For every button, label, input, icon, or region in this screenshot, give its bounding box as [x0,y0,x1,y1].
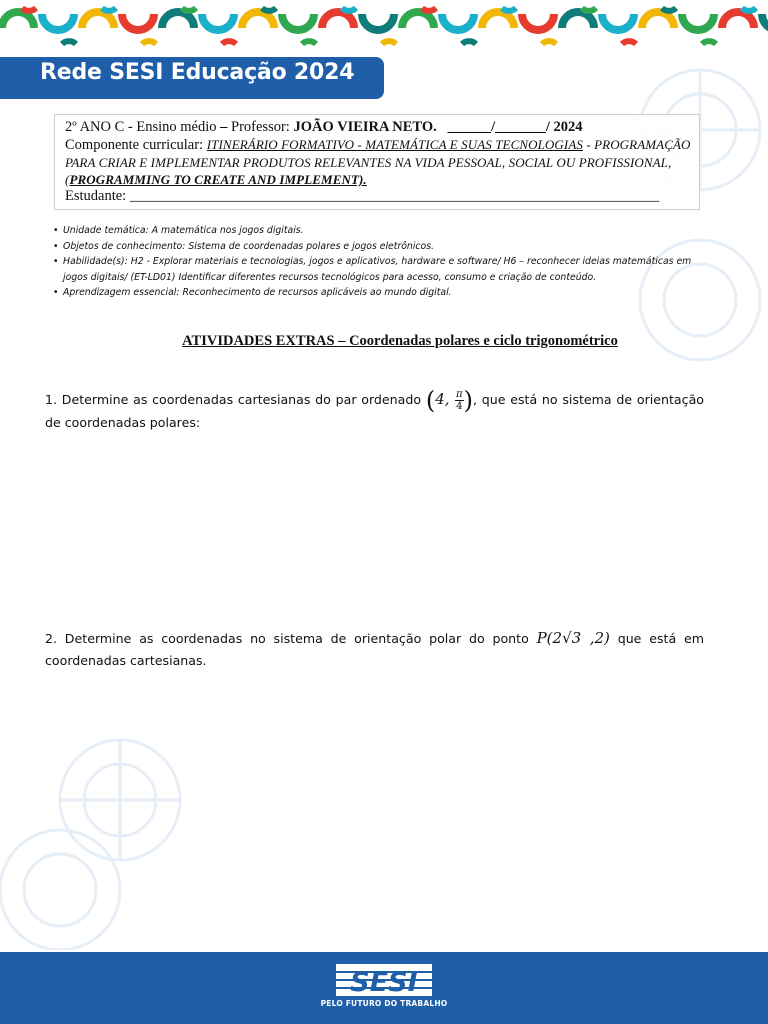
decorative-arc [482,12,514,28]
sesi-logo [336,964,432,996]
header-line-2 [65,136,689,154]
professor-name: JOÃO VIEIRA NETO. [293,119,437,135]
decorative-arc [122,14,154,30]
decorative-arc [422,8,436,11]
decorative-arc [42,14,74,30]
decorative-arc [62,41,76,44]
q1-fraction-denominator: 4 [456,401,463,412]
q1-paren-close: ) [463,386,473,415]
decorative-arc [722,12,754,28]
dash: – [216,119,232,135]
activity-heading [0,333,768,350]
header-line-4 [65,171,689,188]
decorative-arc [182,8,196,11]
component-name: ITINERÁRIO FORMATIVO - MATEMÁTICA E SUAS TECNOLOGIAS [206,137,583,152]
grade-text: 2º ANO C - Ensino médio [65,119,217,135]
decorative-arc [202,14,234,30]
activity-title: ATIVIDADES EXTRAS – Coordenadas polares e ciclo trigonométrico [182,333,618,349]
date-blank: ______/_______/ 2024 [447,119,583,135]
decorative-header-pattern [0,0,768,50]
q2-text-before: 2. Determine as coordenadas no sistema de orientação polar do ponto [45,631,537,646]
q1-math-a: 4, [435,390,456,408]
decorative-arc [622,41,636,44]
component-rest: - PROGRAMAÇÃO [582,137,691,152]
banner-title: Rede SESI Educação 2024 [40,60,355,85]
objective-item: • Unidade temática: A matemática nos jogos digitais. [52,223,712,239]
decorative-arc [762,14,768,30]
decorative-arc [462,41,476,44]
decorative-arc [582,8,596,11]
decorative-arc [322,12,354,28]
decorative-arc [382,41,396,44]
header-info-box [54,114,700,210]
header-line-3: PARA CRIAR E IMPLEMENTAR PRODUTOS RELEVANTES NA VIDA PESSOAL, SOCIAL OU PROFISSIONAL, [65,155,672,170]
decorative-arc [162,12,194,28]
q1-paren-open: ( [425,386,436,415]
decorative-arc [342,8,356,11]
student-blank: _________________________________________________________________________ [129,188,660,204]
q1-fraction-numerator: π [456,389,463,400]
decorative-arc [642,12,674,28]
question-2 [45,627,704,672]
decorative-arc [682,14,714,30]
decorative-arc [362,14,394,30]
student-line [65,188,689,205]
decorative-arc [282,14,314,30]
decorative-arc [222,41,236,44]
decorative-arc [602,14,634,30]
professor-label: Professor: [231,119,294,135]
sesi-logo-text: SESI [350,967,418,996]
decorative-arc [522,14,554,30]
q1-text-before: 1. Determine as coordenadas cartesianas do par ordenado [45,392,426,407]
title-banner [0,57,384,99]
paren-open: ( [65,172,70,187]
decorative-arc [82,12,114,28]
decorative-arc [302,41,316,44]
decorative-arc [242,12,274,28]
decorative-arc [542,41,556,44]
objective-item: • Aprendizagem essencial: Reconhecimento de recursos aplicáveis ao mundo digital. [52,285,712,301]
question-1 [45,388,704,434]
decorative-arc [2,12,34,28]
footer-tagline: PELO FUTURO DO TRABALHO [320,999,448,1008]
footer-bar [0,952,768,1024]
decorative-arc [142,41,156,44]
q2-text-after: que está em coordenadas cartesianas. [45,631,704,668]
component-english: PROGRAMMING TO CREATE AND IMPLEMENT). [69,172,367,187]
q1-fraction [455,389,464,412]
decorative-arc [562,12,594,28]
decorative-arc [262,8,276,11]
header-line-1 [65,119,689,136]
decorative-arc [102,8,116,11]
decorative-arc [702,41,716,44]
objectives-list [52,223,712,301]
student-label: Estudante: [65,188,130,204]
decorative-arc [742,8,756,11]
q2-math: P(2√3 ,2) [536,629,610,647]
decorative-arc [402,12,434,28]
decorative-arc [502,8,516,11]
component-label: Componente curricular: [65,137,207,153]
objective-item: • Objetos de conhecimento: Sistema de coordenadas polares e jogos eletrônicos. [52,239,712,255]
decorative-arc [442,14,474,30]
decorative-arc [662,8,676,11]
q1-text-after: , que está no sistema de orientação de coordenadas polares: [45,392,704,430]
objective-item: • Habilidade(s): H2 - Explorar materiais e tecnologias, jogos e aplicativos, hardware e software/ H6 – reconhecer ideias matemáticas em jogos digitais/ (ET-LD01) Identificar diferentes recursos tecnológicos para acesso, consumo e criação de conteúdo. [52,254,712,285]
decorative-arc [22,8,36,11]
